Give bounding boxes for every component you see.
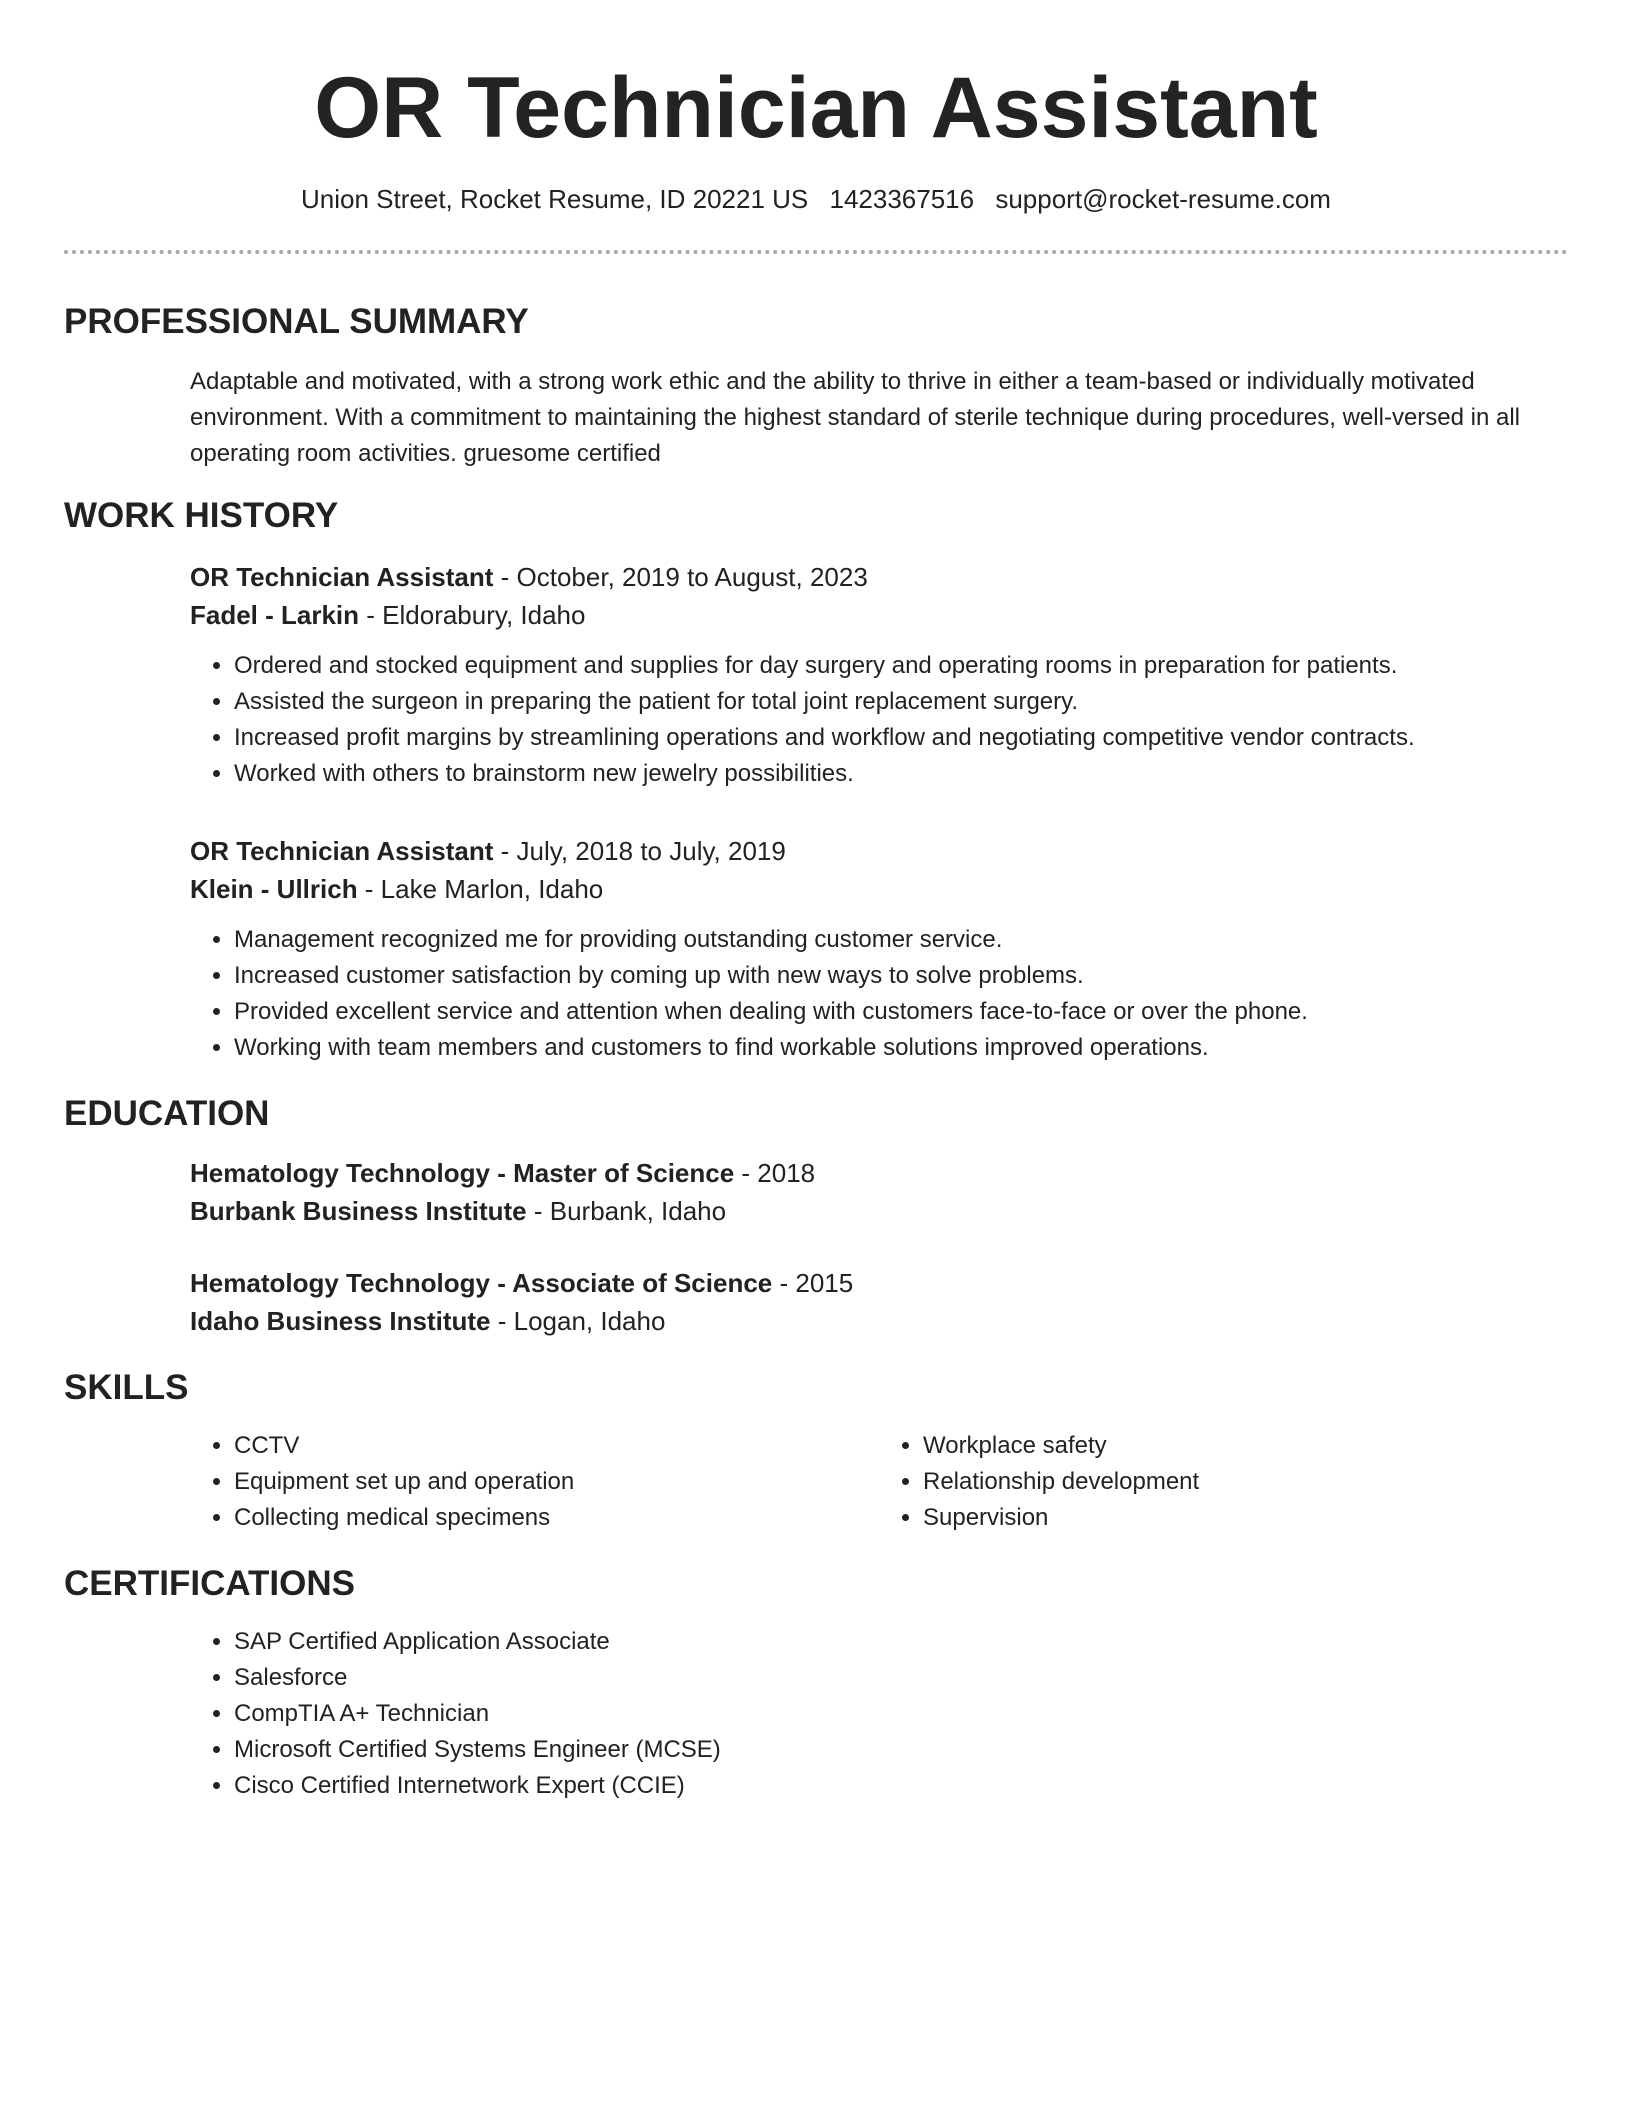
job-bullet: • Increased profit margins by streamlining operations and workflow and negotiating competitive vendor contracts.: [234, 720, 1568, 756]
education-heading: EDUCATION: [64, 1094, 270, 1133]
certifications-section: [64, 1562, 1568, 1804]
job-bullet: • Increased customer satisfaction by coming up with new ways to solve problems.: [234, 958, 1568, 994]
school-location: - Logan, Idaho: [490, 1306, 666, 1336]
job-bullet: • Working with team members and customers to find workable solutions improved operations.: [234, 1030, 1568, 1066]
certification-item: • Cisco Certified Internetwork Expert (CCIE): [234, 1768, 1568, 1804]
degree-line: [190, 1264, 1568, 1302]
job-role: OR Technician Assistant: [190, 562, 494, 592]
resume-name: OR Technician Assistant: [314, 60, 1318, 156]
degree: Hematology Technology - Associate of Science: [190, 1268, 773, 1298]
job-bullet: • Ordered and stocked equipment and supplies for day surgery and operating rooms in preparation for patients.: [234, 648, 1568, 684]
skill-item: • Equipment set up and operation: [234, 1464, 879, 1500]
degree-line: [190, 1154, 1568, 1192]
degree-year: - 2015: [772, 1268, 854, 1298]
school-location: - Burbank, Idaho: [526, 1196, 727, 1226]
certification-item: • SAP Certified Application Associate: [234, 1624, 1568, 1660]
skill-item: • Workplace safety: [923, 1428, 1568, 1464]
skills-grid: [190, 1428, 1568, 1536]
certification-item: • Microsoft Certified Systems Engineer (MCSE): [234, 1732, 1568, 1768]
job-title-line: [190, 558, 1568, 596]
job-bullets: [190, 922, 1568, 1066]
summary-heading: PROFESSIONAL SUMMARY: [64, 302, 529, 341]
skills-left-list: [190, 1428, 879, 1536]
education-entry: [190, 1264, 1568, 1340]
job-bullet: • Assisted the surgeon in preparing the patient for total joint replacement surgery.: [234, 684, 1568, 720]
skills-section: [64, 1366, 1568, 1562]
contact-address: Union Street, Rocket Resume, ID 20221 US: [301, 184, 809, 214]
school: Burbank Business Institute: [190, 1196, 527, 1226]
job-role: OR Technician Assistant: [190, 836, 494, 866]
school-line: [190, 1192, 1568, 1230]
school: Idaho Business Institute: [190, 1306, 491, 1336]
school-line: [190, 1302, 1568, 1340]
degree: Hematology Technology - Master of Science: [190, 1158, 735, 1188]
education-section: [64, 1092, 1568, 1366]
contact-phone: 1423367516: [829, 184, 975, 214]
job-title-line: [190, 832, 1568, 870]
job-entry: [190, 832, 1568, 1066]
certifications-heading: CERTIFICATIONS: [64, 1564, 356, 1603]
summary-section: [64, 300, 1568, 472]
job-bullet: • Worked with others to brainstorm new jewelry possibilities.: [234, 756, 1568, 792]
job-entry: [190, 558, 1568, 792]
skill-item: • Collecting medical specimens: [234, 1500, 879, 1536]
job-location: - Eldorabury, Idaho: [359, 600, 586, 630]
resume-content: [64, 300, 1568, 1804]
skill-item: • Relationship development: [923, 1464, 1568, 1500]
skills-heading: SKILLS: [64, 1368, 189, 1407]
contact-line: [0, 182, 1632, 216]
certification-item: • CompTIA A+ Technician: [234, 1696, 1568, 1732]
job-company: Fadel - Larkin: [190, 600, 360, 630]
job-bullets: [190, 648, 1568, 792]
header-divider: [64, 250, 1568, 254]
job-bullet: • Management recognized me for providing outstanding customer service.: [234, 922, 1568, 958]
job-company-line: [190, 596, 1568, 634]
work-history-section: [64, 494, 1568, 1092]
job-company-line: [190, 870, 1568, 908]
job-dates: - October, 2019 to August, 2023: [493, 562, 868, 592]
skills-right-list: [879, 1428, 1568, 1536]
certifications-list: [190, 1624, 1568, 1804]
job-company: Klein - Ullrich: [190, 874, 358, 904]
summary-text: Adaptable and motivated, with a strong work ethic and the ability to thrive in either a team-based or individually motivated environment. With a commitment to maintaining the highest standard of sterile technique during procedures, well-versed in all operating room activities. gruesome certified: [190, 368, 1521, 467]
contact-email: support@rocket-resume.com: [995, 184, 1331, 214]
work-history-heading: WORK HISTORY: [64, 496, 339, 535]
education-entry: [190, 1154, 1568, 1230]
job-dates: - July, 2018 to July, 2019: [493, 836, 786, 866]
job-bullet: • Provided excellent service and attention when dealing with customers face-to-face or over the phone.: [234, 994, 1568, 1030]
skill-item: • Supervision: [923, 1500, 1568, 1536]
certification-item: • Salesforce: [234, 1660, 1568, 1696]
degree-year: - 2018: [734, 1158, 816, 1188]
skill-item: • CCTV: [234, 1428, 879, 1464]
job-location: - Lake Marlon, Idaho: [357, 874, 604, 904]
